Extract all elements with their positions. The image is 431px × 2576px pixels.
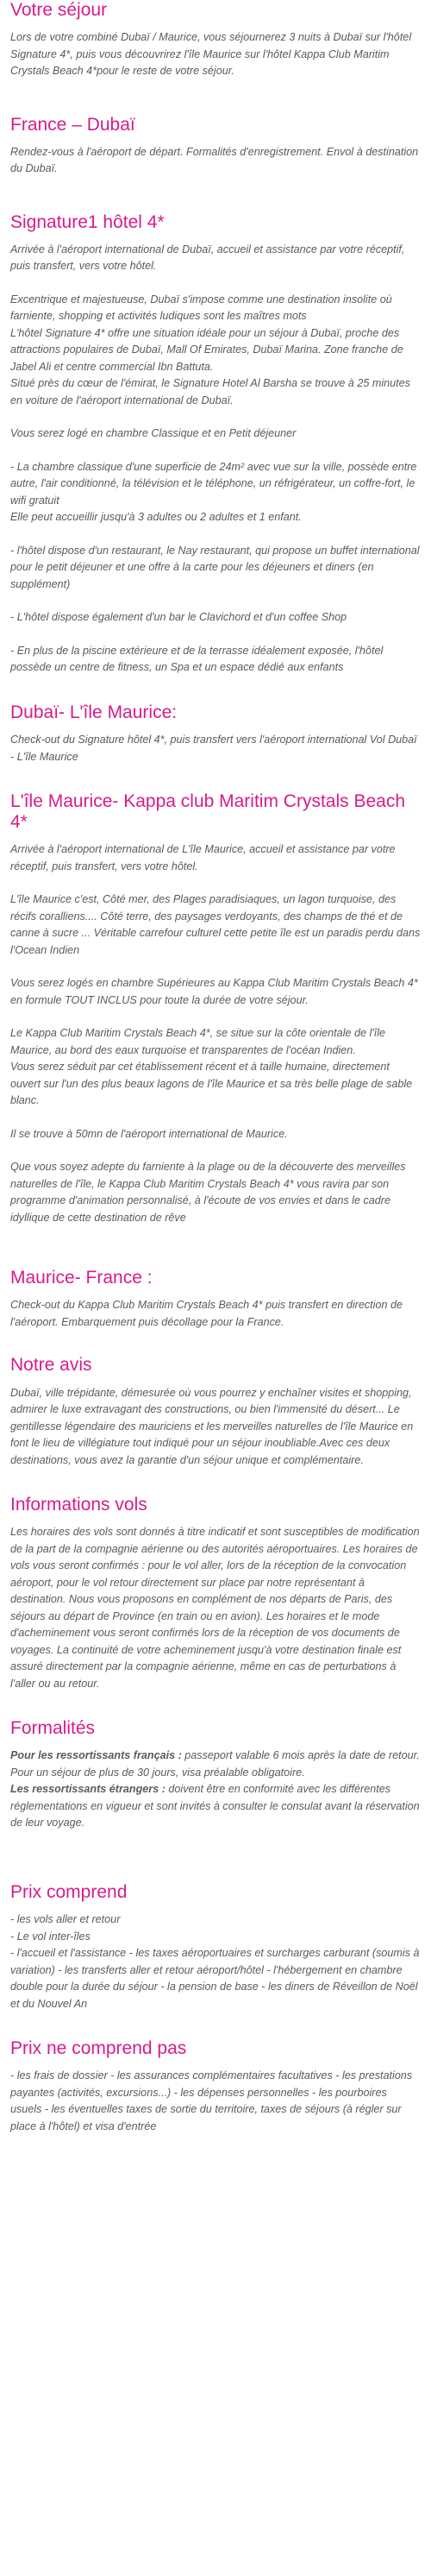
section-signature-hotel (10, 212, 421, 677)
paragraph: Il se trouve à 50mn de l'aéroport international de Maurice. (10, 1127, 288, 1140)
section-notre-avis (10, 1355, 421, 1469)
paragraph: Vous serez logés en chambre Supérieures au Kappa Club Maritim Crystals Beach 4* en formule TOUT INCLUS pour toute la durée de votre séjour. (10, 977, 418, 1006)
paragraph: - L'hôtel dispose également d'un bar le Clavichord et d'un coffee Shop (10, 611, 347, 624)
section-formalites (10, 1718, 421, 1832)
section-title: Notre avis (10, 1355, 92, 1376)
paragraph: Vous serez logé en chambre Classique et en Petit déjeuner (10, 427, 297, 440)
bold-label: Les ressortissants étrangers : (10, 1783, 166, 1796)
section-prix-ne-comprend-pas (10, 2038, 421, 2135)
paragraph: Excentrique et majestueuse, Dubaï s'impose comme une destination insolite où farniente, shopping et activités ludiques sont les maîtres mots L'hôtel Signature 4* offre une situation idéale pour un séjour à Dubaï, proche des attractions populaires de Dubaï, Mall Of Emirates, Dubaï Marina. Zone franche de Jabel Ali et centre commercial Ibn Battuta. Situé près du cœur de l'émirat, le Signature Hotel Al Barsha se trouve à 25 minutes en voiture de l'aéroport international de Dubaï. (10, 293, 410, 406)
paragraph: - La chambre classique d'une superficie de 24m² avec vue sur la ville, possède entre autre, l'air conditionné, la télévision et le téléphone, un réfrigérateur, un coffre-fort, le wifi gratuit Elle peut accueillir jusqu'à 3 adultes ou 2 adultes et 1 enfant. (10, 460, 417, 524)
section-title: Maurice- France : (10, 1268, 153, 1288)
paragraph-text: doivent être en conformité avec les différentes réglementations en vigueur et sont invités à consulter le consulat avant la réservation de leur voyage. (10, 1783, 420, 1830)
section-title: France – Dubaï (10, 114, 135, 135)
paragraph: Les horaires des vols sont donnés à titre indicatif et sont susceptibles de modification de la part de la compagnie aérienne ou des autorités aéroportuaires. Les horaires de vols vous seront confirmés : pour le vol aller, lors de la réception de la convocation aéroport, pour le vol retour directement sur place par notre représentant à destination. Nous vous proposons en complément de nos départs de Paris, des séjours au départ de Province (en train ou en avion). Les horaires et le mode d'acheminement vous seront confirmés lors de la réception de vos documents de voyages. La continuité de votre acheminement jusqu'à votre destination finale est assuré directement par la compagnie aérienne, même en cas de perturbations à l'aller ou au retour. (10, 1526, 420, 1690)
paragraph-text: passeport valable 6 mois après la date de retour. Pour un séjour de plus de 30 jours, visa préalable obligatoire. (10, 1749, 420, 1779)
section-title: Prix comprend (10, 1881, 128, 1902)
paragraph: - les vols aller et retour - Le vol inter-îles - l'accueil et l'assistance - les taxes aéroportuaires et surcharges carburant (soumis à variation) - les transferts aller et retour aéroport/hôtel - l'hébergement en chambre double pour la durée du séjour - la pension de base - les diners de Réveillon de Noël et du Nouvel An (10, 1913, 420, 2010)
section-dubai-ile-maurice (10, 702, 421, 765)
paragraph: Lors de votre combiné Dubaï / Maurice, vous séjournerez 3 nuits à Dubaï sur l'hôtel Signature 4*, puis vous découvrirez l'île Maurice sur l'hôtel Kappa Club Maritim Crystals Beach 4*pour le reste de votre séjour. (10, 31, 412, 78)
paragraph (10, 1748, 421, 1781)
paragraph: Check-out du Kappa Club Maritim Crystals Beach 4* puis transfert en direction de l'aéroport. Embarquement puis décollage pour la France. (10, 1299, 403, 1328)
section-informations-vols (10, 1495, 421, 1692)
section-prix-comprend (10, 1882, 421, 2012)
paragraph: Que vous soyez adepte du farniente à la plage ou de la découverte des merveilles naturelles de l'île, le Kappa Club Maritim Crystals Beach 4* vous ravira par son programme d'animation personnalisé, à l'écoute de vos envies et dans le cadre idyllique de cette destination de rêve (10, 1161, 406, 1224)
paragraph: Arrivée à l'aéroport international de L'île Maurice, accueil et assistance par votre réceptif, puis transfert, vers votre hôtel. (10, 843, 396, 872)
paragraph: - les frais de dossier - les assurances complémentaires facultatives - les prestations payantes (activités, excursions...) - les dépenses personnelles - les pourboires usuels - les éventuelles taxes de sortie du territoire, taxes de séjours (à régler sur place à l'hôtel) et visa d'entrée (10, 2069, 413, 2132)
section-title: Signature1 hôtel 4* (10, 211, 165, 232)
section-kappa-club (10, 791, 421, 1226)
section-title: L'île Maurice- Kappa club Maritim Crystals Beach 4* (10, 791, 406, 833)
paragraph: Arrivée à l'aéroport international de Dubaï, accueil et assistance par votre réceptif, puis transfert, vers votre hôtel. (10, 242, 405, 273)
paragraph: Le Kappa Club Maritim Crystals Beach 4*, se situe sur la côte orientale de l'île Maurice, au bord des eaux turquoise et transparentes de l'océan Indien. Vous serez séduit par cet établissement récent et à taille humaine, directement ouvert sur l'un des plus beaux lagons de l'île Maurice et sa très belle plage de sable blanc. (10, 1027, 413, 1107)
paragraph: Rendez-vous à l'aéroport de départ. Formalités d'enregistrement. Envol à destination du Dubaï. (10, 145, 419, 175)
paragraph: Dubaï, ville trépidante, démesurée où vous pourrez y enchaîner visites et shopping, admirer le luxe extravagant des constructions, ou bien l'immensité du désert... Le gentillesse légendaire des mauriciens et les merveilles naturelles de l'île Maurice en font le lieu de villégiature tout indiqué pour un séjour inoubliable.Avec ces deux destinations, vous avez la garantie d'un séjour unique et complémentaire. (10, 1386, 414, 1466)
section-title: Informations vols (10, 1495, 147, 1515)
bold-label: Pour les ressortissants français : (10, 1749, 182, 1762)
section-title: Votre séjour (10, 0, 108, 20)
section-title: Prix ne comprend pas (10, 2038, 187, 2059)
section-title: Formalités (10, 1718, 96, 1739)
paragraph: - En plus de la piscine extérieure et de la terrasse idéalement exposée, l'hôtel possède un centre de fitness, un Spa et un espace dédié aux enfants (10, 644, 384, 674)
paragraph: Check-out du Signature hôtel 4*, puis transfert vers l'aéroport international Vol Dubaï - L'île Maurice (10, 734, 417, 763)
section-france-dubai (10, 115, 421, 178)
paragraph: - l'hôtel dispose d'un restaurant, le Nay restaurant, qui propose un buffet international pour le petit déjeuner et une offre à la carte pour les déjeuners et diners (en supplément) (10, 544, 420, 590)
section-title: Dubaï- L'île Maurice: (10, 702, 178, 722)
paragraph (10, 1781, 421, 1832)
paragraph: L'île Maurice c'est, Côté mer, des Plages paradisiaques, un lagon turquoise, des récifs coralliens.... Côté terre, des paysages verdoyants, des champs de thé et de canne à sucre ... Véritable carrefour culturel cette petite île est un paradis perdu dans l'Ocean Indien (10, 893, 421, 956)
section-votre-sejour (10, 0, 421, 80)
section-maurice-france (10, 1268, 421, 1331)
